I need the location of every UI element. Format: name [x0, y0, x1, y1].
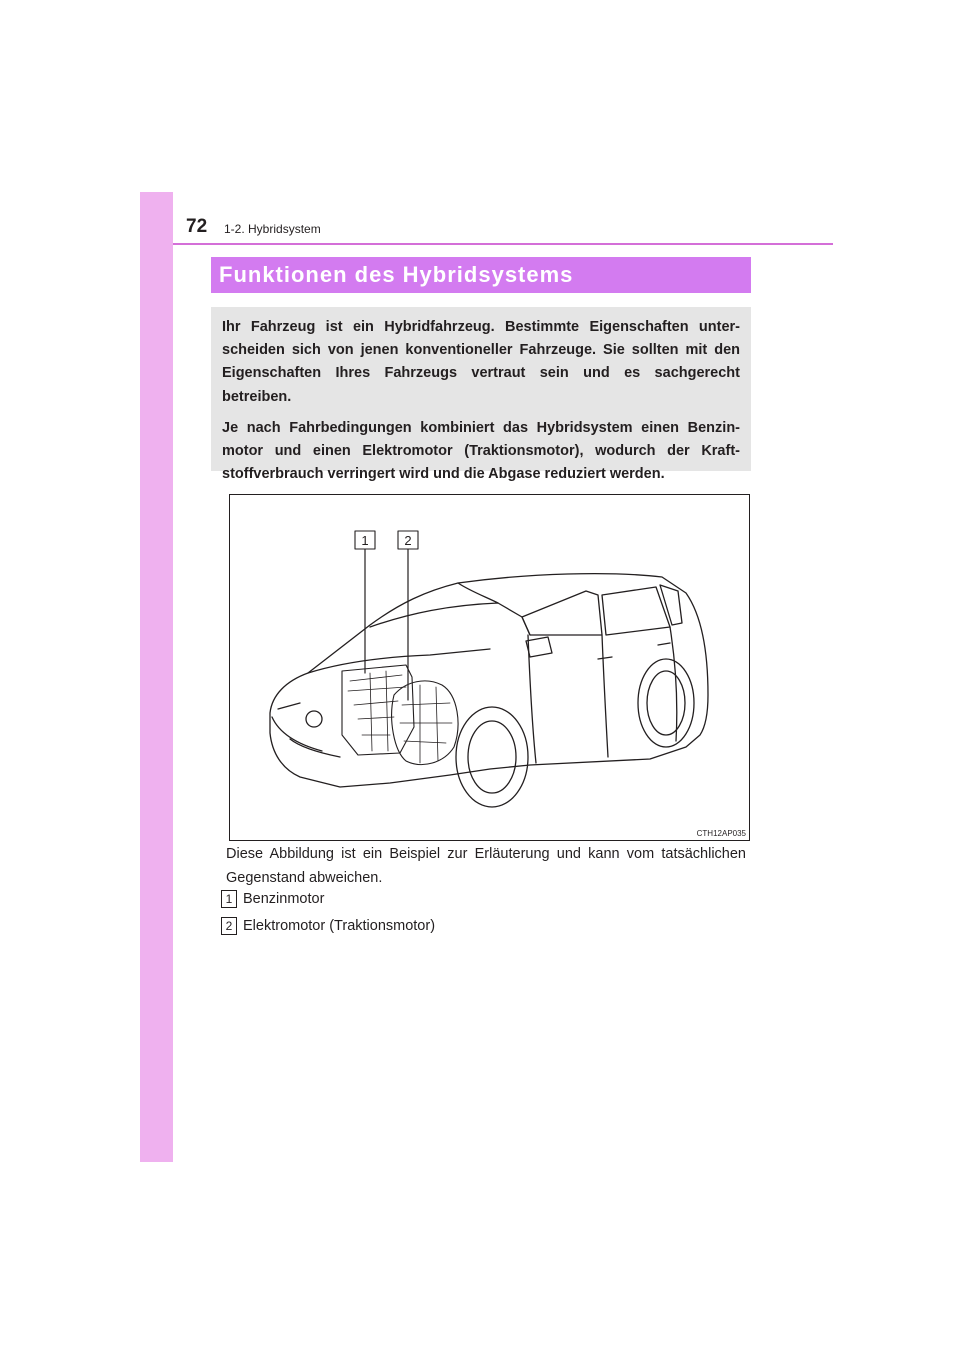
front-wheel	[456, 707, 528, 807]
figure-caption: Diese Abbildung ist ein Beispiel zur Erläuterung und kann vom tatsächlichen Gegenstand abweichen.	[226, 846, 746, 886]
callout-1-number: 1	[361, 533, 369, 548]
side-mirror	[526, 637, 552, 657]
callout-2-number: 2	[404, 533, 412, 548]
headlamp-emblem	[306, 711, 322, 727]
legend-label: Benzinmotor	[243, 891, 325, 907]
figure-code: CTH12AP035	[696, 829, 746, 838]
legend-number: 1	[221, 890, 237, 908]
header-rule	[173, 243, 833, 245]
engine-detail	[348, 671, 406, 751]
rear-wheel-inner	[647, 671, 685, 735]
front-bumper	[272, 703, 340, 757]
section-label: 1-2. Hybridsystem	[224, 222, 321, 236]
hybrid-car-drawing	[230, 495, 749, 840]
engine-block	[342, 665, 414, 755]
section-title: Funktionen des Hybridsystems	[211, 257, 751, 293]
door-handles	[598, 643, 670, 659]
rear-window	[602, 587, 670, 635]
intro-paragraph-2: Je nach Fahrbedingungen kombiniert das Hybridsystem einen Benzin-motor und einen Elektromotor (Traktionsmotor), wodurch der Kraft-stoffverbrauch verringert wird und die Abgase reduziert werden.	[222, 419, 740, 483]
roof-line	[458, 583, 498, 603]
intro-box	[211, 307, 751, 483]
front-window	[522, 591, 602, 635]
chapter-side-tab	[140, 192, 173, 1162]
legend-label: Elektromotor (Traktionsmotor)	[243, 918, 436, 934]
car-illustration-figure	[229, 494, 750, 841]
intro-paragraph-1: Ihr Fahrzeug ist ein Hybridfahrzeug. Bestimmte Eigenschaften unter-scheiden sich von jenen konventioneller Fahrzeuge. Sie sollten mit den Eigenschaften Ihres Fahrzeugs vertraut sein und es sachgerecht betreiben.	[222, 319, 740, 405]
rear-quarter-window	[660, 585, 682, 625]
page-number: 72	[186, 216, 208, 237]
windshield-line	[370, 603, 530, 635]
legend-number: 2	[221, 917, 237, 935]
front-wheel-inner	[468, 721, 516, 793]
